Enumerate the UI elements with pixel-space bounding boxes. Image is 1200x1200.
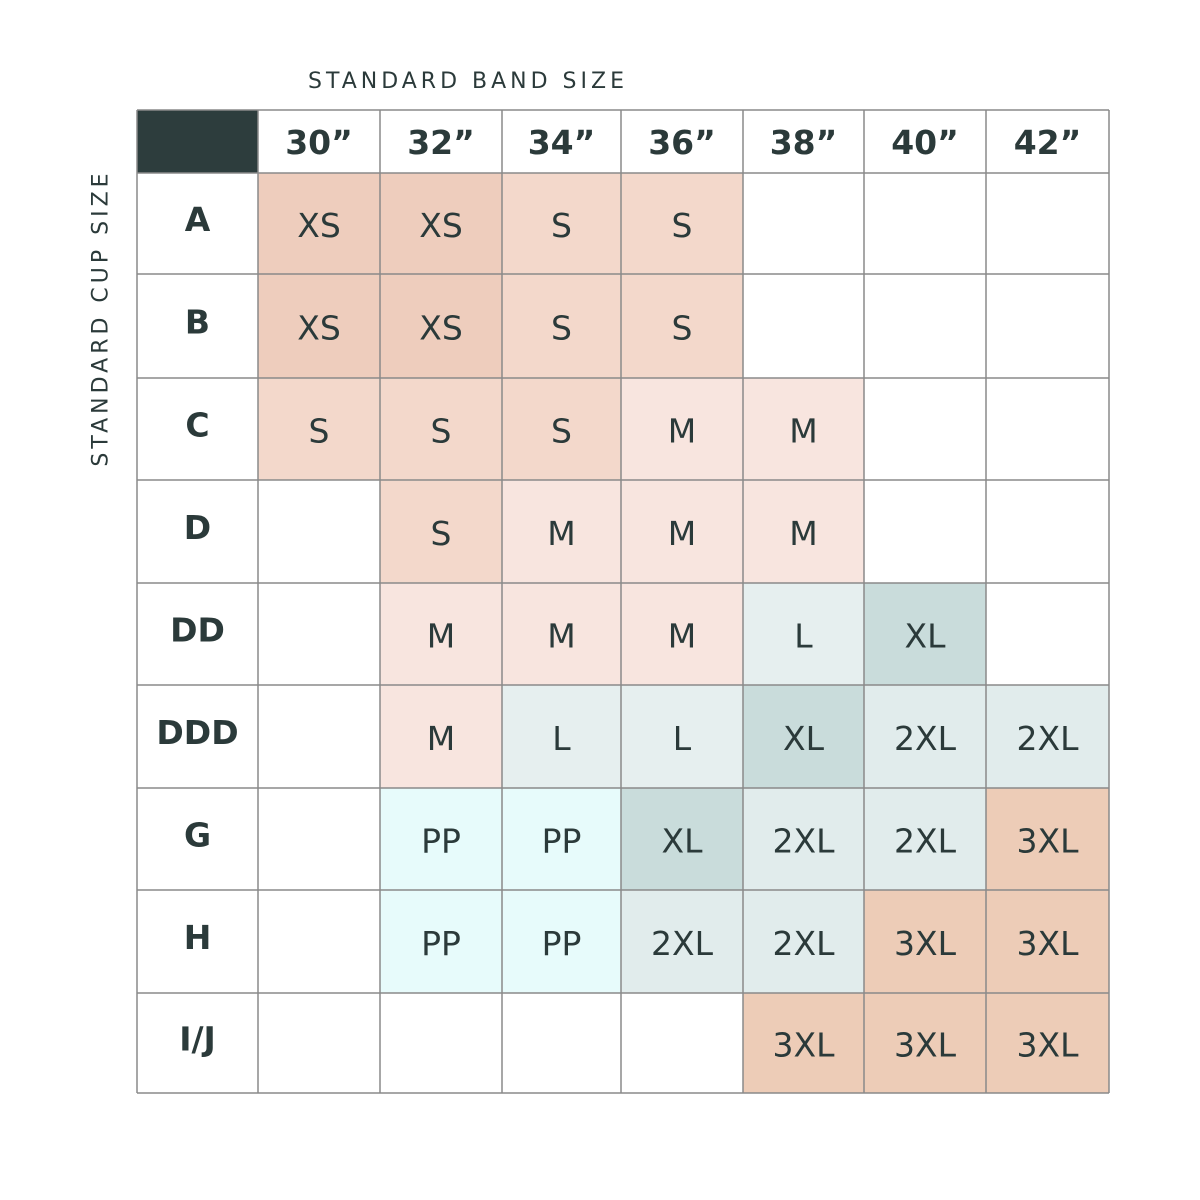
- size-cell-label: PP: [541, 821, 582, 861]
- size-cell-label: XL: [661, 821, 703, 861]
- size-cell-label: M: [547, 616, 576, 656]
- size-cell-label: S: [308, 411, 330, 451]
- size-cell-label: S: [551, 206, 572, 245]
- size-cell-label: S: [671, 308, 693, 348]
- size-cell-label: M: [667, 411, 697, 451]
- size-cell-label: M: [547, 514, 576, 553]
- row-header: G: [183, 815, 212, 855]
- size-cell-label: S: [551, 411, 572, 451]
- row-header: DDD: [156, 713, 239, 752]
- x-axis-title: STANDARD BAND SIZE: [308, 69, 628, 94]
- size-cell-label: 3XL: [1016, 1025, 1079, 1065]
- column-header: 40”: [891, 123, 959, 162]
- size-cell-label: 3XL: [894, 924, 956, 963]
- size-cell-label: 2XL: [651, 924, 713, 963]
- size-cell-label: XS: [419, 206, 463, 245]
- size-cell-label: M: [789, 411, 818, 451]
- size-cell-label: XS: [419, 308, 463, 348]
- size-cell-label: 2XL: [772, 924, 835, 963]
- row-header: B: [184, 302, 211, 342]
- row-header: DD: [170, 610, 225, 650]
- size-cell-label: 2XL: [1016, 719, 1079, 758]
- column-header: 32”: [407, 123, 475, 162]
- size-cell-label: 2XL: [894, 821, 956, 861]
- size-cell-label: PP: [541, 924, 582, 963]
- size-cell-label: 2XL: [772, 821, 835, 861]
- size-cell-label: PP: [421, 821, 461, 861]
- y-axis-title: STANDARD CUP SIZE: [88, 169, 114, 467]
- row-header: I/J: [179, 1019, 216, 1059]
- size-cell-label: L: [794, 616, 813, 656]
- column-header: 30”: [285, 123, 353, 162]
- size-cell-label: XS: [297, 206, 341, 245]
- column-header: 36”: [648, 123, 716, 162]
- size-cell-label: XL: [783, 719, 824, 758]
- size-cell-label: 3XL: [894, 1025, 956, 1065]
- column-header: 34”: [527, 123, 596, 162]
- row-header: C: [185, 405, 210, 445]
- size-cell-label: M: [426, 616, 456, 656]
- size-cell-label: 3XL: [1016, 821, 1079, 861]
- size-cell-label: M: [667, 514, 697, 553]
- size-cell-label: PP: [421, 924, 461, 963]
- size-cell-label: M: [789, 514, 818, 553]
- size-cell-label: L: [672, 719, 692, 758]
- size-cell-label: S: [430, 514, 452, 553]
- size-cell-label: L: [552, 719, 571, 758]
- column-header: 38”: [769, 123, 838, 162]
- row-header: H: [183, 918, 212, 957]
- size-cell-label: XL: [904, 616, 946, 656]
- size-cell-label: M: [426, 719, 456, 758]
- corner-block: [137, 110, 258, 173]
- row-header: A: [184, 200, 211, 239]
- size-cell-label: M: [667, 616, 697, 656]
- size-cell-label: 3XL: [772, 1025, 835, 1065]
- size-cell-label: S: [671, 206, 693, 245]
- size-cell-label: XS: [297, 308, 341, 348]
- size-cell-label: 3XL: [1016, 924, 1079, 963]
- size-cell-label: S: [551, 308, 572, 348]
- column-header: 42”: [1013, 123, 1082, 162]
- row-header: D: [183, 508, 212, 547]
- size-cell-label: 2XL: [894, 719, 956, 758]
- size-cell-label: S: [430, 411, 452, 451]
